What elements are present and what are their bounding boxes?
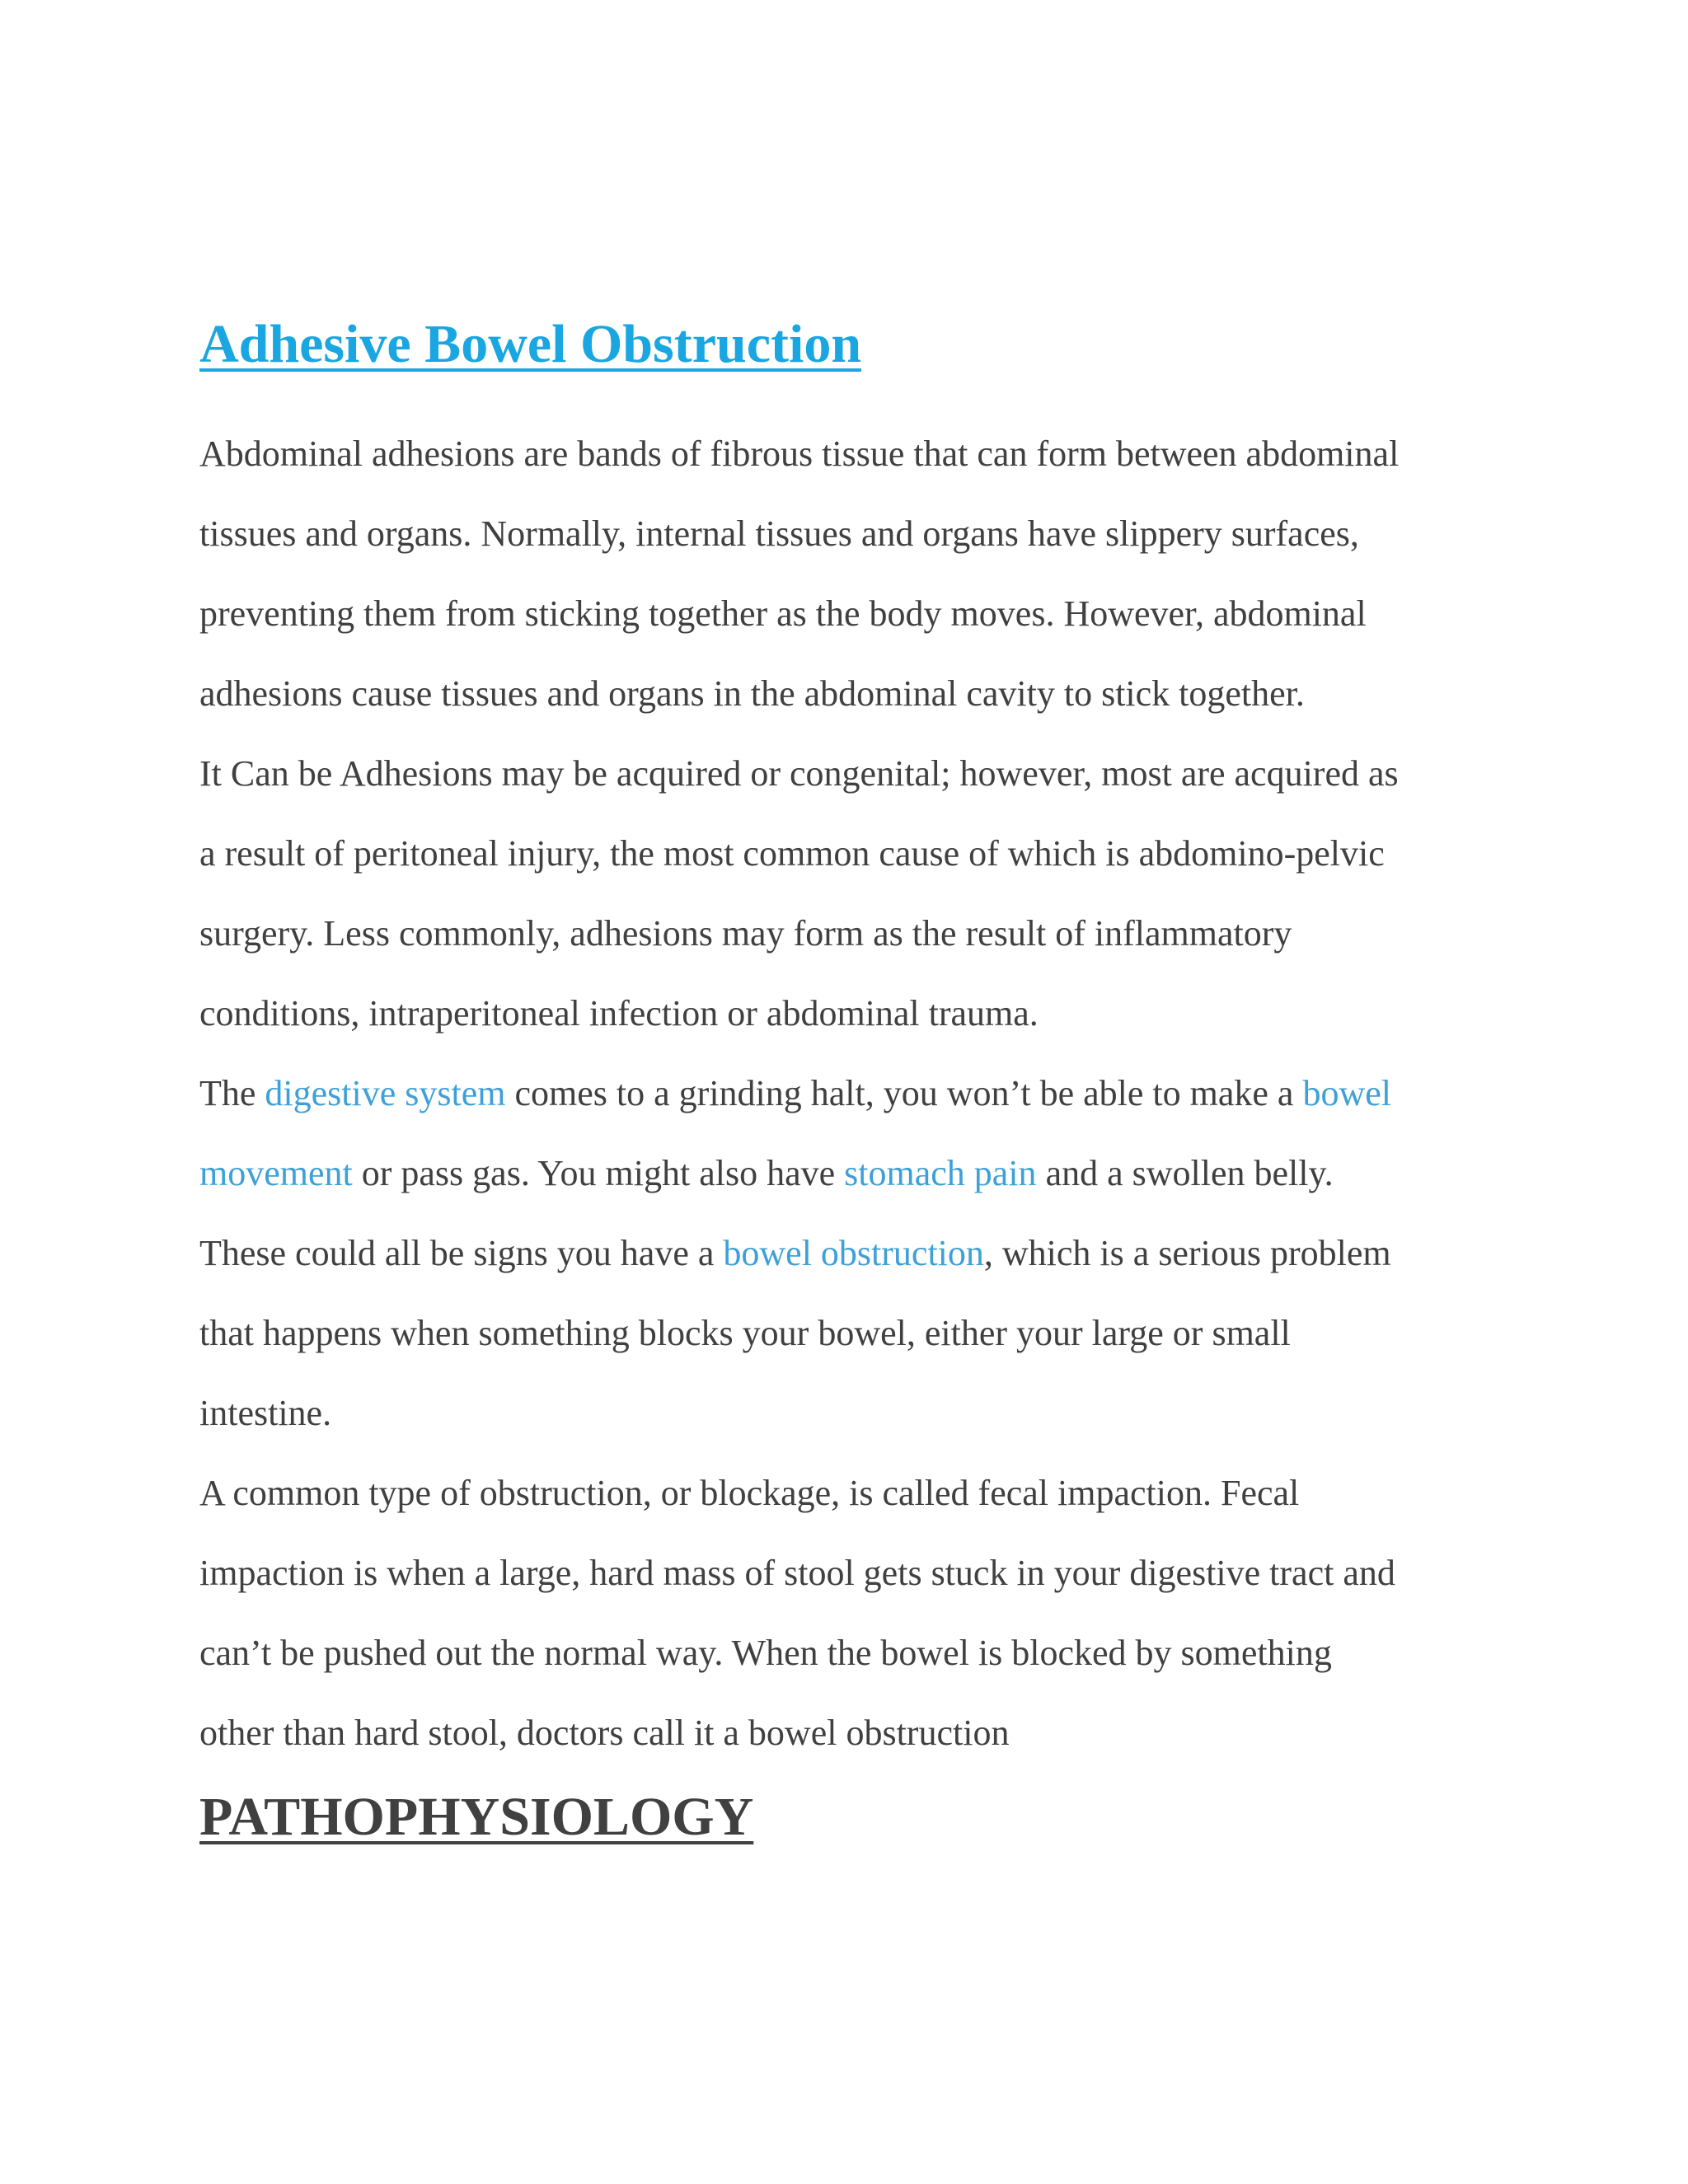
- paragraph-adhesions-causes: [199, 733, 1502, 1053]
- section-heading-pathophysiology: PATHOPHYSIOLOGY: [199, 1787, 754, 1847]
- text-line: intestine.: [199, 1393, 332, 1433]
- text-line: adhesions cause tissues and organs in the abdominal cavity to stick together.: [199, 673, 1305, 714]
- text-line: can’t be pushed out the normal way. When the bowel is blocked by something: [199, 1633, 1332, 1673]
- link-bowel-movement[interactable]: bowel: [1302, 1073, 1391, 1113]
- paragraph-fecal-impaction: [199, 1453, 1502, 1773]
- text-line: surgery. Less commonly, adhesions may form as the result of inflammatory: [199, 913, 1292, 954]
- text-line: tissues and organs. Normally, internal tissues and organs have slippery surfaces,: [199, 513, 1359, 554]
- text-line: It Can be Adhesions may be acquired or congenital; however, most are acquired as: [199, 753, 1399, 794]
- text-line: that happens when something blocks your bowel, either your large or small: [199, 1313, 1291, 1353]
- text-line: impaction is when a large, hard mass of stool gets stuck in your digestive tract and: [199, 1553, 1395, 1593]
- text-run: and a swollen belly.: [1036, 1153, 1334, 1193]
- text-run: The: [199, 1073, 265, 1113]
- text-line: conditions, intraperitoneal infection or abdominal trauma.: [199, 993, 1039, 1033]
- text-line: [199, 1133, 1502, 1213]
- text-line: Abdominal adhesions are bands of fibrous tissue that can form between abdominal: [199, 434, 1400, 474]
- paragraph-adhesions-definition: [199, 414, 1502, 733]
- link-stomach-pain[interactable]: stomach pain: [844, 1153, 1037, 1193]
- paragraph-bowel-obstruction-symptoms: [199, 1053, 1502, 1453]
- text-line: A common type of obstruction, or blockage, is called fecal impaction. Fecal: [199, 1473, 1300, 1513]
- text-run: , which is a serious problem: [983, 1233, 1391, 1273]
- text-run: or pass gas. You might also have: [352, 1153, 845, 1193]
- link-digestive-system[interactable]: digestive system: [265, 1073, 506, 1113]
- text-line: a result of peritoneal injury, the most common cause of which is abdomino-pelvic: [199, 833, 1385, 874]
- link-bowel-movement-continued[interactable]: movement: [199, 1153, 353, 1193]
- text-line: [199, 1053, 1502, 1133]
- text-run: These could all be signs you have a: [199, 1233, 724, 1273]
- text-line: other than hard stool, doctors call it a bowel obstruction: [199, 1713, 1010, 1753]
- text-line: preventing them from sticking together as the body moves. However, abdominal: [199, 593, 1367, 634]
- text-run: comes to a grinding halt, you won’t be able to make a: [505, 1073, 1303, 1113]
- document-content: [199, 305, 1502, 1857]
- text-line: [199, 1213, 1502, 1293]
- document-title: Adhesive Bowel Obstruction: [199, 314, 862, 374]
- link-bowel-obstruction[interactable]: bowel obstruction: [723, 1233, 984, 1273]
